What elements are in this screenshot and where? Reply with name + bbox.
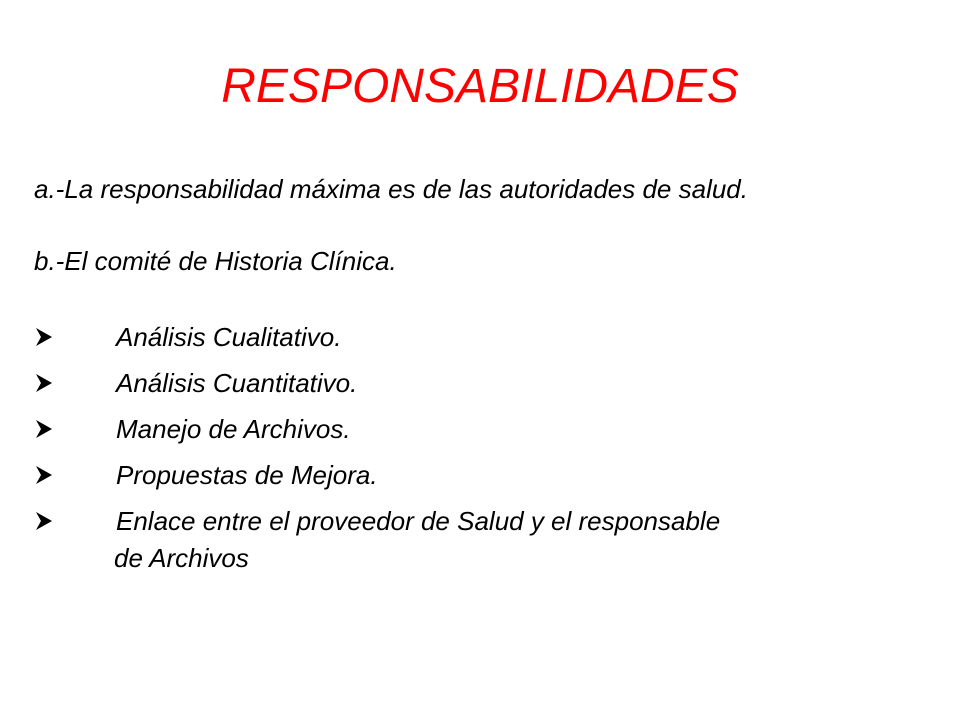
slide-body [34, 170, 934, 576]
paragraph-a: a.-La responsabilidad máxima es de las autoridades de salud. [34, 174, 748, 204]
paragraph-b: b.-El comité de Historia Clínica. [34, 246, 397, 276]
arrowhead-bullet-icon [34, 327, 54, 347]
list-item [34, 360, 934, 406]
slide-title: RESPONSABILIDADES [221, 60, 739, 113]
list-item [34, 314, 934, 360]
bullet-text: Manejo de Archivos. [116, 414, 351, 444]
bullet-text: Análisis Cuantitativo. [116, 368, 358, 398]
arrowhead-bullet-icon [34, 511, 54, 531]
arrowhead-bullet-icon [34, 465, 54, 485]
bullet-continuation-text: de Archivos [114, 543, 249, 573]
list-item [34, 452, 934, 498]
arrowhead-bullet-icon [34, 373, 54, 393]
list-item [34, 498, 934, 576]
arrowhead-bullet-icon [34, 419, 54, 439]
bullet-text: Enlace entre el proveedor de Salud y el responsable [116, 506, 721, 536]
bullet-text: Propuestas de Mejora. [116, 460, 378, 490]
bullet-text: Análisis Cualitativo. [116, 322, 342, 352]
list-item [34, 406, 934, 452]
bullet-list [34, 314, 934, 576]
